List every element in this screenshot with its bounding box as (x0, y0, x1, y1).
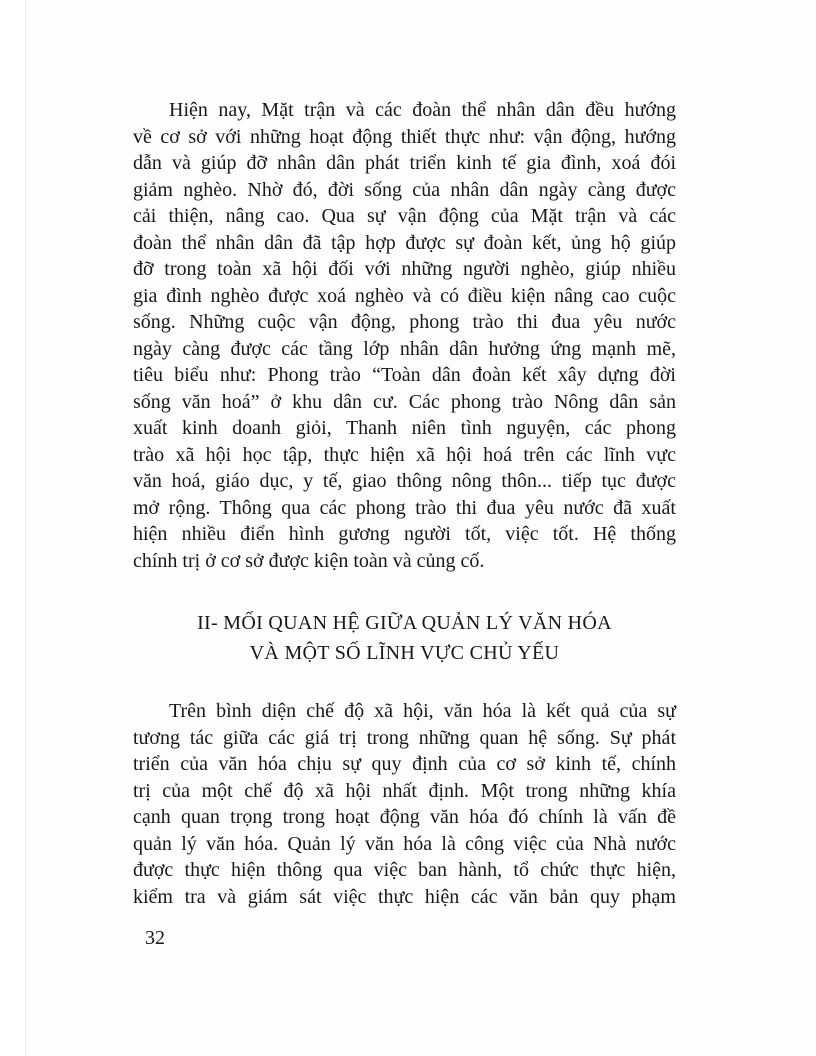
paragraph-mattran (133, 97, 676, 574)
section-heading-line-1: II- MỐI QUAN HỆ GIỮA QUẢN LÝ VĂN HÓA (197, 612, 612, 634)
text-line: tương tác giữa các giá trị trong những quan hệ sống. Sự phát (133, 726, 676, 749)
text-line: cạnh quan trọng trong hoạt động văn hóa đó chính là vấn đề (133, 806, 676, 828)
section-heading-line-2: VÀ MỘT SỐ LĨNH VỰC CHỦ YẾU (249, 642, 560, 664)
text-line: về cơ sở với những hoạt động thiết thực như: vận động, hướng (133, 125, 676, 148)
paragraph-quanly (133, 698, 676, 910)
text-line: được thực hiện thông qua việc ban hành, tổ chức thực hiện, (133, 859, 676, 881)
text-line: trào xã hội học tập, thực hiện xã hội hoá trên các lĩnh vực (133, 443, 676, 466)
text-line: hiện nhiều điển hình gương người tốt, việc tốt. Hệ thống (133, 523, 676, 545)
text-line: đỡ trong toàn xã hội đối với những người nghèo, giúp nhiều (133, 258, 676, 280)
text-line: ngày càng được các tầng lớp nhân dân hưởng ứng mạnh mẽ, (133, 337, 676, 360)
page-number: 32 (145, 927, 165, 949)
text-line: Trên bình diện chế độ xã hội, văn hóa là kết quả của sự (169, 700, 676, 722)
text-line: văn hoá, giáo dục, y tế, giao thông nông thôn... tiếp tục được (133, 470, 676, 492)
text-line: kiểm tra và giám sát việc thực hiện các văn bản quy phạm (133, 885, 676, 908)
text-line: cải thiện, nâng cao. Qua sự vận động của Mặt trận và các (133, 205, 676, 227)
text-line: gia đình nghèo được xoá nghèo và có điều kiện nâng cao cuộc (133, 284, 676, 307)
text-line: trị của một chế độ xã hội nhất định. Một trong những khía (133, 779, 676, 802)
text-line: xuất kinh doanh giỏi, Thanh niên tình nguyện, các phong (133, 417, 676, 439)
text-line: quản lý văn hóa. Quản lý văn hóa là công việc của Nhà nước (133, 832, 676, 855)
text-line: tiêu biểu như: Phong trào “Toàn dân đoàn kết xây dựng đời (133, 364, 676, 386)
scan-edge-line (25, 0, 26, 1056)
text-line: triển của văn hóa chịu sự quy định của cơ sở kinh tế, chính (133, 753, 676, 775)
text-line: đoàn thể nhân dân đã tập hợp được sự đoàn kết, ủng hộ giúp (133, 231, 676, 254)
text-line: dẫn và giúp đỡ nhân dân phát triển kinh tế gia đình, xoá đói (133, 152, 676, 174)
text-line: sống. Những cuộc vận động, phong trào thi đua yêu nước (133, 311, 676, 333)
text-line: chính trị ở cơ sở được kiện toàn và củng cố. (133, 549, 485, 572)
text-line: mở rộng. Thông qua các phong trào thi đua yêu nước đã xuất (133, 496, 676, 519)
text-line: giảm nghèo. Nhờ đó, đời sống của nhân dân ngày càng được (133, 178, 676, 201)
text-line: Hiện nay, Mặt trận và các đoàn thể nhân dân đều hướng (169, 99, 676, 121)
section-heading (133, 608, 676, 668)
text-line: sống văn hoá” ở khu dân cư. Các phong trào Nông dân sản (133, 390, 676, 413)
